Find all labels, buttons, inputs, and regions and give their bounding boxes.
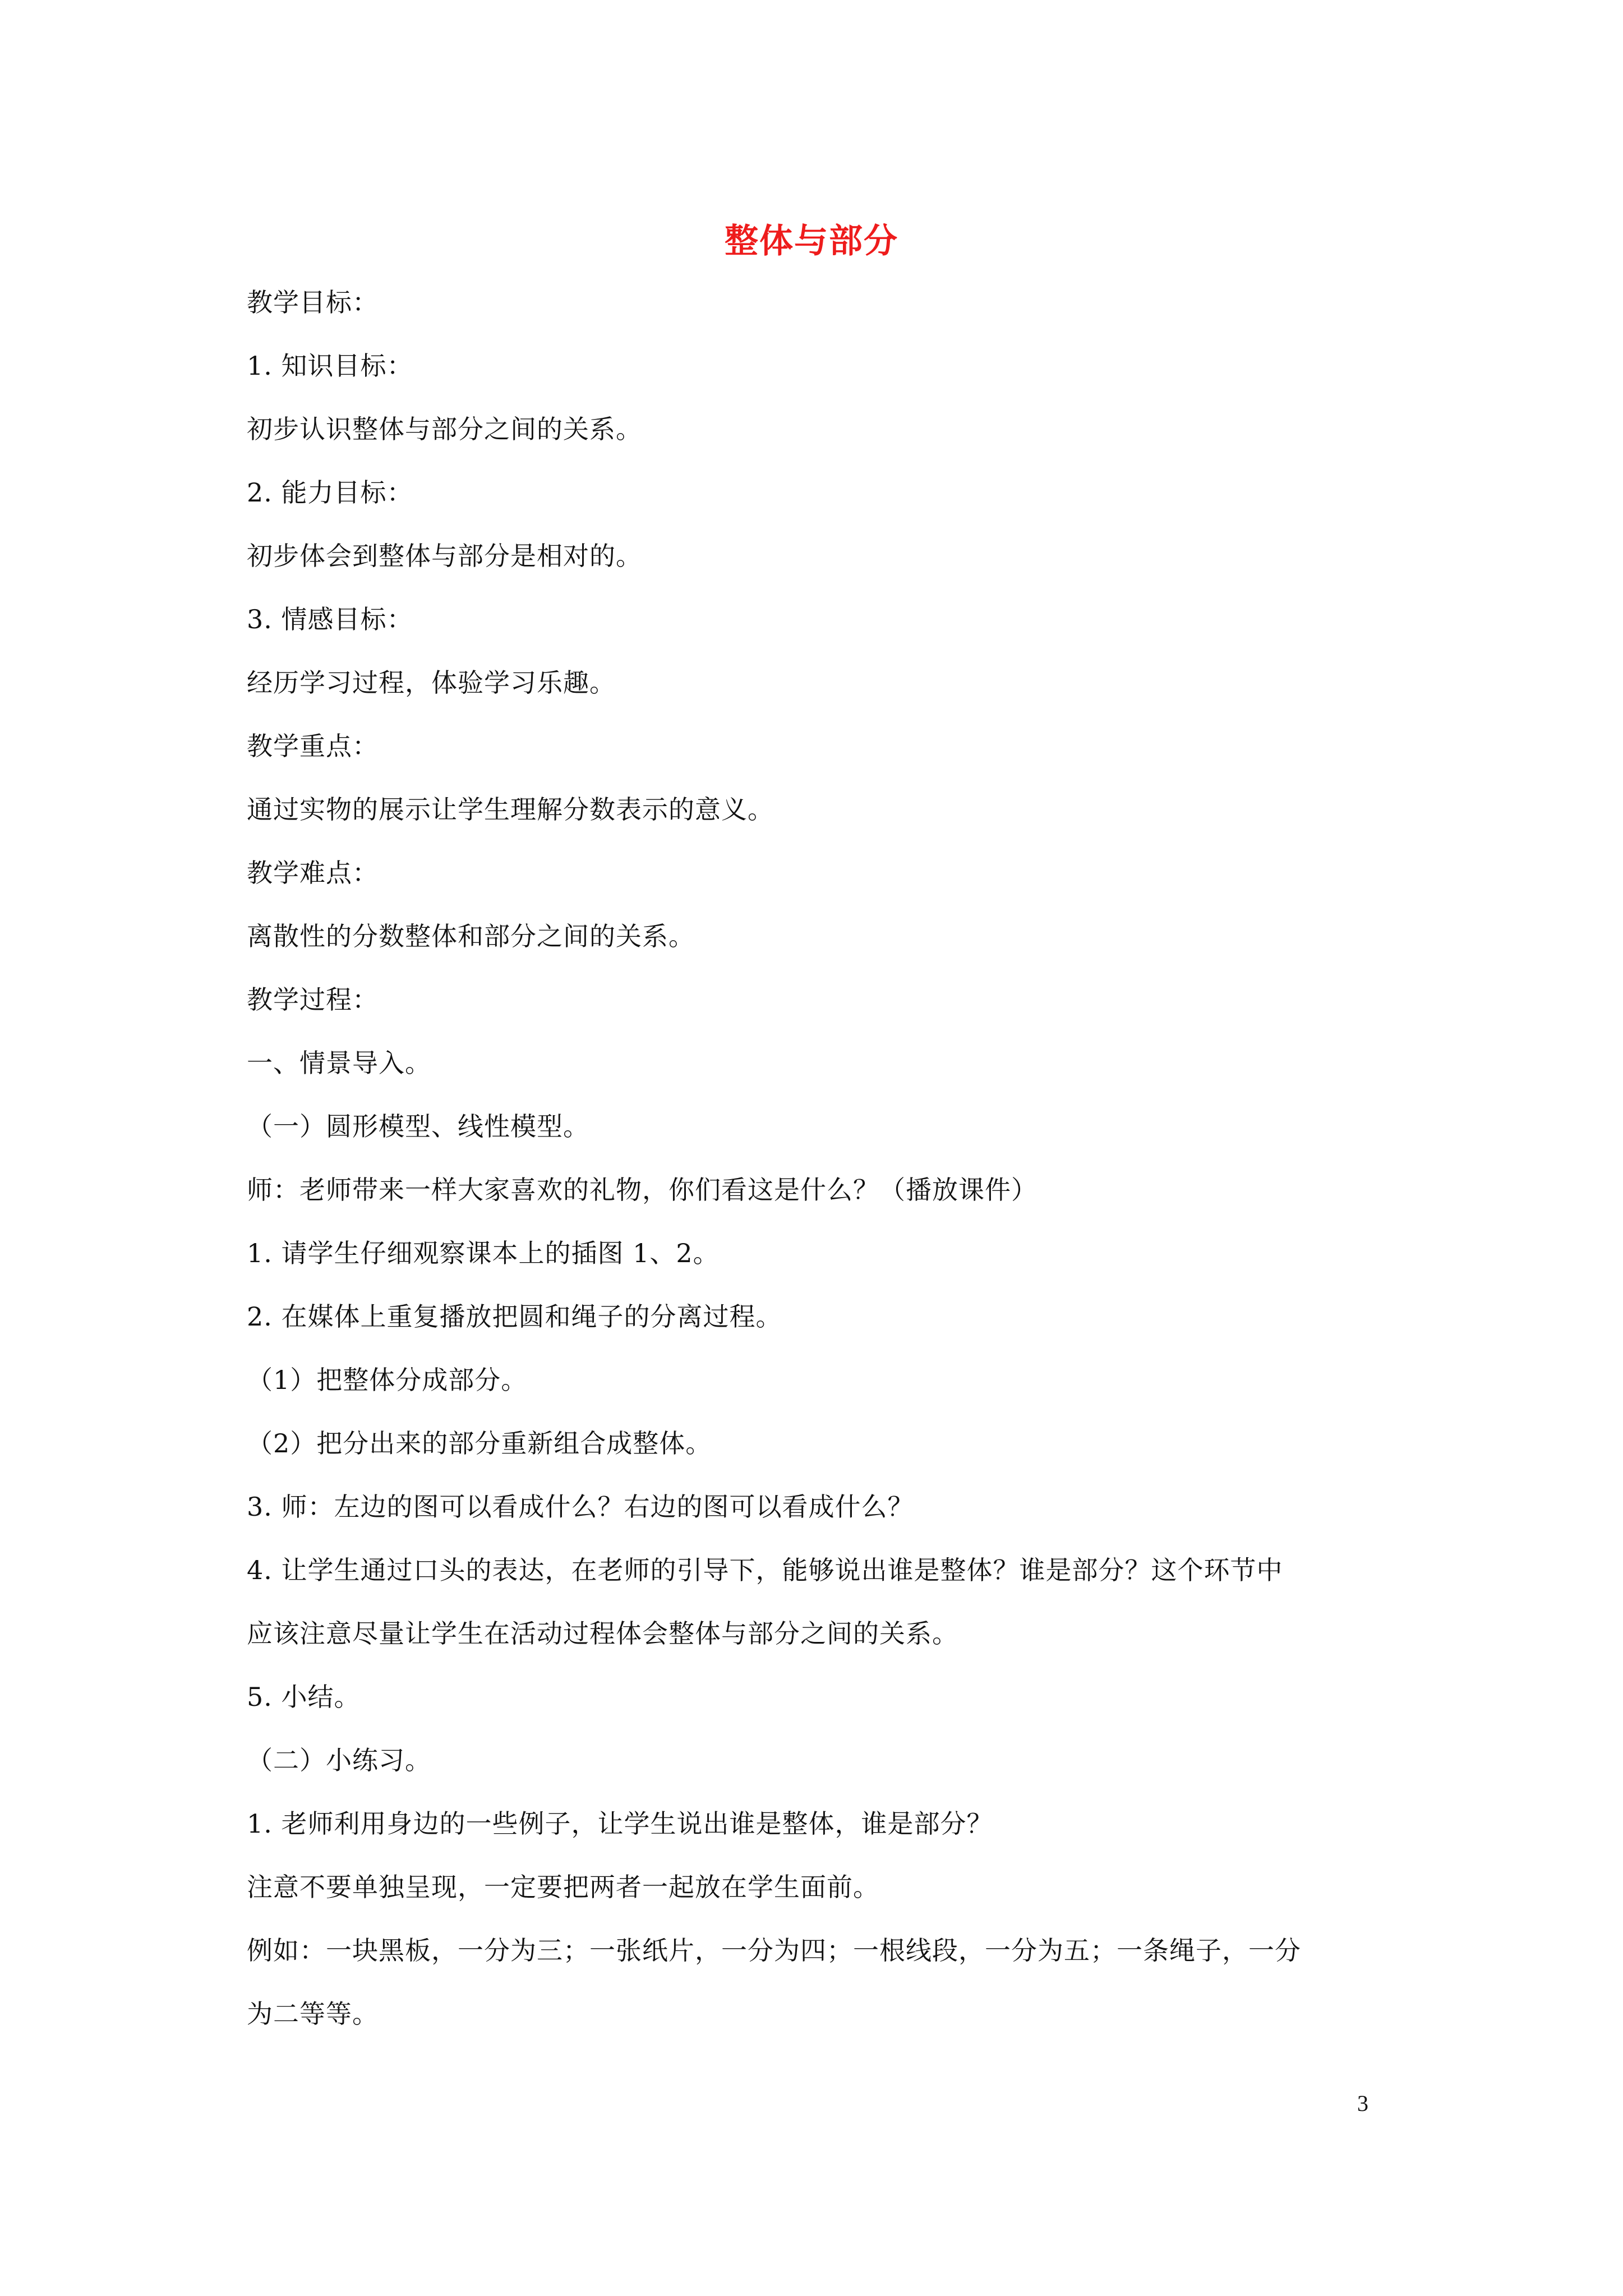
text-line: 教学重点：	[247, 731, 379, 761]
text-line: 教学难点：	[247, 858, 379, 888]
text-line: 应该注意尽量让学生在活动过程体会整体与部分之间的关系。	[247, 1618, 958, 1649]
text-line: 4. 让学生通过口头的表达，在老师的引导下，能够说出谁是整体？谁是部分？这个环节中	[247, 1555, 1283, 1585]
text-line: （二）小练习。	[247, 1745, 431, 1775]
text-line: 注意不要单独呈现，一定要把两者一起放在学生面前。	[247, 1872, 879, 1902]
text-line: 师：老师带来一样大家喜欢的礼物，你们看这是什么？（播放课件）	[247, 1175, 1038, 1205]
text-line: 2. 能力目标：	[247, 477, 413, 508]
text-line: （1）把整体分成部分。	[247, 1365, 528, 1395]
document-title: 整体与部分	[725, 222, 898, 261]
text-line: 教学过程：	[247, 984, 379, 1015]
text-line: 3. 情感目标：	[247, 604, 413, 634]
text-line: 初步认识整体与部分之间的关系。	[247, 414, 642, 444]
text-line: （一）圆形模型、线性模型。	[247, 1111, 589, 1142]
text-line: 1. 请学生仔细观察课本上的插图 1、2。	[247, 1238, 720, 1268]
text-line: 为二等等。	[247, 1999, 379, 2029]
text-line: 经历学习过程，体验学习乐趣。	[247, 668, 616, 698]
text-line: 5. 小结。	[247, 1682, 361, 1712]
text-line: 离散性的分数整体和部分之间的关系。	[247, 921, 695, 951]
text-line: 教学目标：	[247, 287, 379, 318]
text-line: 1. 老师利用身边的一些例子，让学生说出谁是整体，谁是部分？	[247, 1809, 993, 1839]
text-line: （2）把分出来的部分重新组合成整体。	[247, 1428, 712, 1458]
page-number: 3	[1357, 2091, 1368, 2116]
text-line: 3. 师：左边的图可以看成什么？右边的图可以看成什么？	[247, 1492, 914, 1522]
text-line: 一、情景导入。	[247, 1048, 431, 1078]
text-line: 2. 在媒体上重复播放把圆和绳子的分离过程。	[247, 1301, 782, 1332]
text-line: 1. 知识目标：	[247, 351, 413, 381]
text-line: 通过实物的展示让学生理解分数表示的意义。	[247, 794, 774, 825]
document-body	[247, 286, 1396, 2061]
text-line: 例如：一块黑板，一分为三；一张纸片，一分为四；一根线段，一分为五；一条绳子，一分	[247, 1935, 1301, 1966]
text-line: 初步体会到整体与部分是相对的。	[247, 541, 642, 571]
